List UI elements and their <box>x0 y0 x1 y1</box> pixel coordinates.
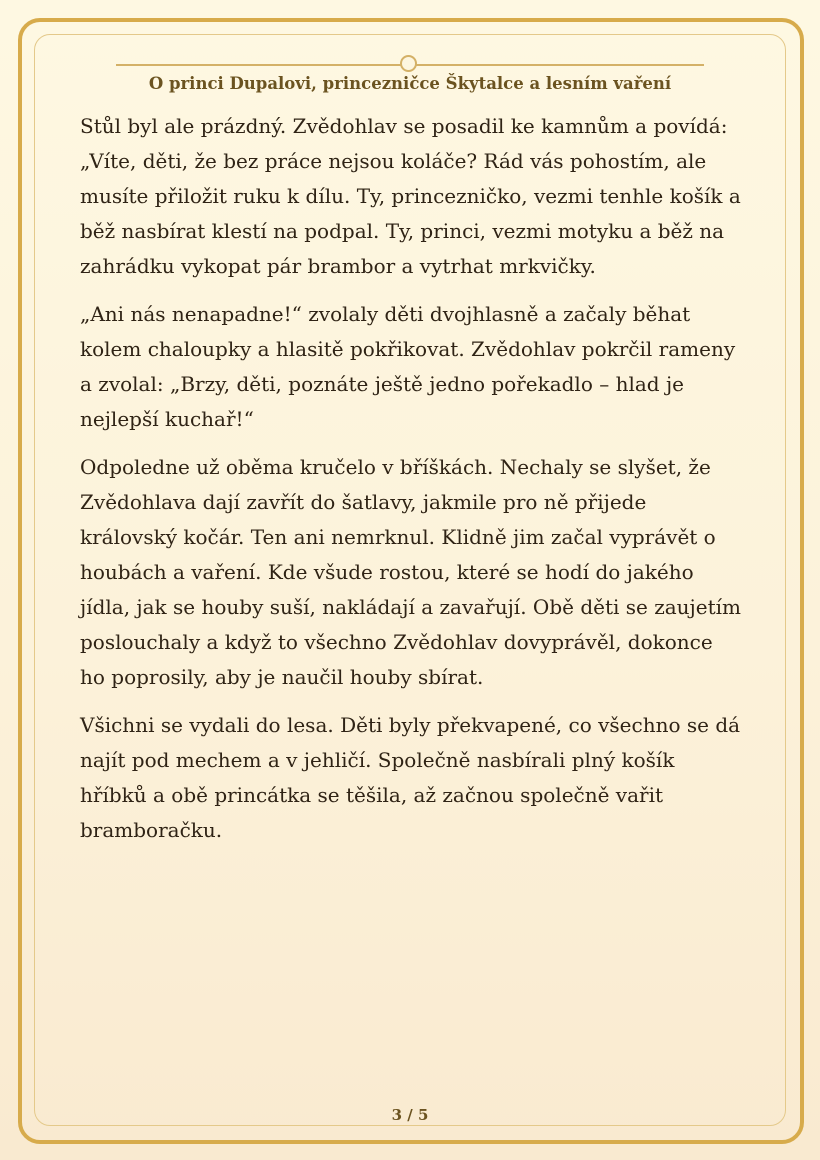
paragraph: Odpoledne už oběma kručelo v bříškách. Nechaly se slyšet, že Zvědohlava dají zavřít do šatlavy, jakmile pro ně přijede královský kočár. Ten ani nemrknul. Klidně jim začal vyprávět o houbách a vaření. Kde všude rostou, které se hodí do jakého jídla, jak se houby suší, nakládají a zavařují. Obě děti se zaujetím poslouchaly a když to všechno Zvědohlav dovyprávěl, dokonce ho poprosily, aby je naučil houby sbírat. <box>80 455 741 689</box>
paragraph: „Ani nás nenapadne!“ zvolaly děti dvojhlasně a začaly běhat kolem chaloupky a hlasitě pokřikovat. Zvědohlav pokrčil rameny a zvolal: „Brzy, děti, poznáte ještě jedno pořekadlo – hlad je nejlepší kuchař!“ <box>80 302 736 431</box>
running-title: O princi Dupalovi, princezničce Škytalce a lesním vaření <box>148 74 672 93</box>
circle-ornament-icon <box>400 55 417 72</box>
paragraph: Všichni se vydali do lesa. Děti byly překvapené, co všechno se dá najít pod mechem a v jehličí. Společně nasbírali plný košík hříbků a obě princátka se těšila, až začnou společně vařit bramboračku. <box>80 713 741 842</box>
page-number: 3 / 5 <box>391 1106 429 1124</box>
paragraph: Stůl byl ale prázdný. Zvědohlav se posadil ke kamnům a povídá: „Víte, děti, že bez práce nejsou koláče? Rád vás pohostím, ale musíte přiložit ruku k dílu. Ty, princezničko, vezmi tenhle košík a běž nasbírat klestí na podpal. Ty, princi, vezmi motyku a běž na zahrádku vykopat pár brambor a vytrhat mrkvičky. <box>80 114 741 278</box>
story-text <box>80 109 742 861</box>
